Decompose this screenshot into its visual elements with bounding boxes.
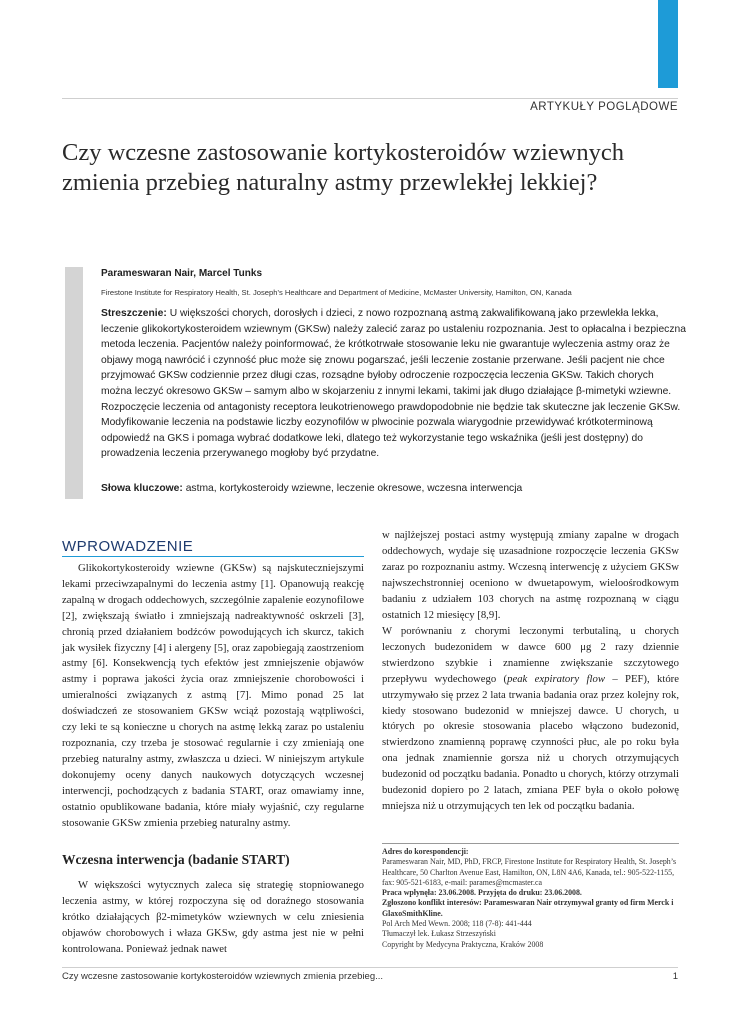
article-title: Czy wczesne zastosowanie kortykosteroidów wziewnych zmienia przebieg naturalny astmy przewlekłej lekkiej?	[62, 139, 624, 196]
section-label: ARTYKUŁY POGLĄDOWE	[530, 101, 678, 113]
column2-paragraph-1: w najlżejszej postaci astmy występują zmiany zapalne w drogach oddechowych, wydaje się uzasadnione rozpoczęcie leczenia GKSw zaraz po rozpoznaniu astmy. Wczesną interwencję z użyciem GKSw najwszechstronniej oceniono w dwuetapowym, wieloośrodkowym badaniu z udziałem 103 chorych na astmę rozpoznaną w ciągu ostatnich 12 miesięcy [8,9].	[382, 529, 679, 621]
affiliation: Firestone Institute for Respiratory Health, St. Joseph’s Healthcare and Department of Medicine, McMaster University, Hamilton, ON, Kanada	[101, 288, 572, 297]
footer-rule	[62, 967, 678, 968]
peak-flow-term: peak expiratory flow	[507, 672, 605, 685]
intro-paragraph: Glikokortykosteroidy wziewne (GKSw) są najskuteczniejszymi lekami przeciwzapalnymi do leczenia astmy [1]. Opanowują reakcję zapalną w drogach oddechowych, szczególnie zapalenie eozynofilowe [2], zwiększają światło i zmniejszają nadreaktywność oskrzeli [3], chronią przed działaniem bodźców powodujących ich skurcz, takich jak wysiłek fizyczny [4] i alergeny [5], oraz zapobiegają zaostrzeniom astmy [6]. Konsekwencją tych efektów jest zmniejszenie objawów astmy i poprawa jakości życia oraz zmniejszenie chorobowości i umieralności związanych z astmą [7]. Mimo ponad 25 lat doświadczeń ze stosowaniem GKSw wciąż pozostają wątpliwości, czy leki te są konieczne u chorych na astmę lekką zaraz po ustaleniu rozpoznania, czy trzeba je stosować regularnie i czy zmieniają one przebieg naturalny astmy, zwłaszcza u dzieci. W niniejszym artykule dokonujemy oceny danych naukowych dotyczących wczesnej interwencji, pochodzących z badania START, oraz omawiamy inne, ostatnio opublikowane badania, które miały wyjaśnić, czy regularne stosowanie GKSw zmienia przebieg naturalny astmy.	[62, 562, 364, 829]
subsection-heading: Wczesna interwencja (badanie START)	[62, 852, 290, 867]
conflict-of-interest: Zgłoszono konflikt interesów: Parameswaran Nair otrzymywał granty od firm Merck i GlaxoSmithKline.	[382, 898, 674, 918]
correspondence-box	[382, 847, 679, 950]
section-heading-rule	[62, 556, 364, 557]
translator: Tłumaczył lek. Łukasz Strzeszyński	[382, 929, 496, 939]
accent-bar	[658, 0, 678, 88]
abstract-text: U większości chorych, dorosłych i dzieci, z nowo rozpoznaną astmą zakwalifikowaną jako przewlekła lekka, leczenie glikokortykosteroidem wziewnym (GKSw) należy zalecić zaraz po ustaleniu rozpoznania. Jest to opłacalna i bezpieczna metoda leczenia. Pacjentów należy poinformować, że krótkotrwałe stosowanie leku nie gwarantuje wyleczenia astmy oraz że objawy mogą nawrócić i czynność płuc może się znowu pogarszać, jeśli leczenie zostanie przerwane. Jeśli pacjent nie chce przyjmować GKSw codziennie przez długi czas, rozsądne byłoby odroczenie rozpoczęcia leczenia GKSw. Takich chorych można leczyć okresowo GKSw – samym albo w skojarzeniu z innymi lekami, takimi jak długo działające β-mimetyki wziewne. Rozpoczęcie leczenia od antagonisty receptora leukotrienowego prawdopodobnie nie będzie tak skuteczne jak leczenie GKSw. Modyfikowanie leczenia na podstawie liczby eozynofilów w plwocinie pozwala wiarygodnie przewidywać krótkoterminową odpowiedź na GKS i pomaga wybrać dodatkowe leki, dlatego też wykorzystanie tego wskaźnika (jeśli jest dostępny) do prowadzenia leczenia przerywanego mogłoby być przydatne.	[101, 308, 686, 460]
authors: Parameswaran Nair, Marcel Tunks	[101, 268, 263, 279]
correspondence-address: Parameswaran Nair, MD, PhD, FRCP, Firestone Institute for Respiratory Health, St. Joseph’s Healthcare, 50 Charlton Avenue East, Hamilton, ON, L8N 4A6, Kanada, tel.: 905-522-1155, fax: 905-521-6183, e-mail: parames@mcmaster.ca	[382, 857, 677, 887]
header-rule	[62, 98, 678, 99]
column2-paragraph-2-end: – PEF), które utrzymywało się przez 2 lata trwania badania oraz przez kolejny rok, kiedy stosowano budezonid w mniejszej dawce. U chorych, u których po okresie stosowania placebo włączono budezonid, stwierdzono znamienną poprawę czynności płuc, ale po roku była ona jednak znamiennie gorsza niż u chorych otrzymujących budezonid od początku badania. Ponadto u chorych, którzy otrzymali budezonid dopiero po 2 latach, zmiana PEF była o około połowę mniejsza niż u otrzymujących ten lek od początku badania.	[382, 672, 679, 812]
start-paragraph: W większości wytycznych zaleca się strategię stopniowanego leczenia astmy, w której rozpoczyna się od doraźnego stosowania krótko działających β2-mimetyków wziewnych w celu zniesienia objawów chorobowych i właza GKSw, gdy astma jest nie w pełni kontrolowana. Ponieważ jednak nawet	[62, 879, 364, 955]
column2-paragraph-2	[382, 624, 679, 815]
section-heading: WPROWADZENIE	[62, 538, 194, 555]
abstract-side-bar	[65, 267, 83, 499]
citation: Pol Arch Med Wewn. 2008; 118 (7-8): 441-444	[382, 919, 532, 929]
correspondence-dates: Praca wpłynęła: 23.06.2008. Przyjęta do druku: 23.06.2008.	[382, 888, 582, 898]
keywords-label: Słowa kluczowe:	[101, 483, 183, 494]
copyright: Copyright by Medycyna Praktyczna, Kraków 2008	[382, 939, 544, 949]
abstract	[101, 306, 687, 462]
abstract-label: Streszczenie:	[101, 308, 167, 319]
running-title: Czy wczesne zastosowanie kortykosteroidów wziewnych zmienia przebieg...	[62, 971, 384, 982]
correspondence-heading: Adres do korespondencji:	[382, 847, 469, 856]
column2-paragraph-2-start: W porównaniu z chorymi leczonymi terbutaliną, u chorych leczonych budezonidem w dawce 600 μg 2 razy dziennie stwierdzono szybkie i znamienne zwiększanie szczytowego przepływu wydechowego (	[382, 625, 679, 685]
page-number: 1	[672, 971, 678, 982]
keywords	[101, 483, 687, 494]
correspondence-rule	[382, 843, 679, 844]
keywords-text: astma, kortykosteroidy wziewne, leczenie okresowe, wczesna interwencja	[185, 483, 523, 494]
